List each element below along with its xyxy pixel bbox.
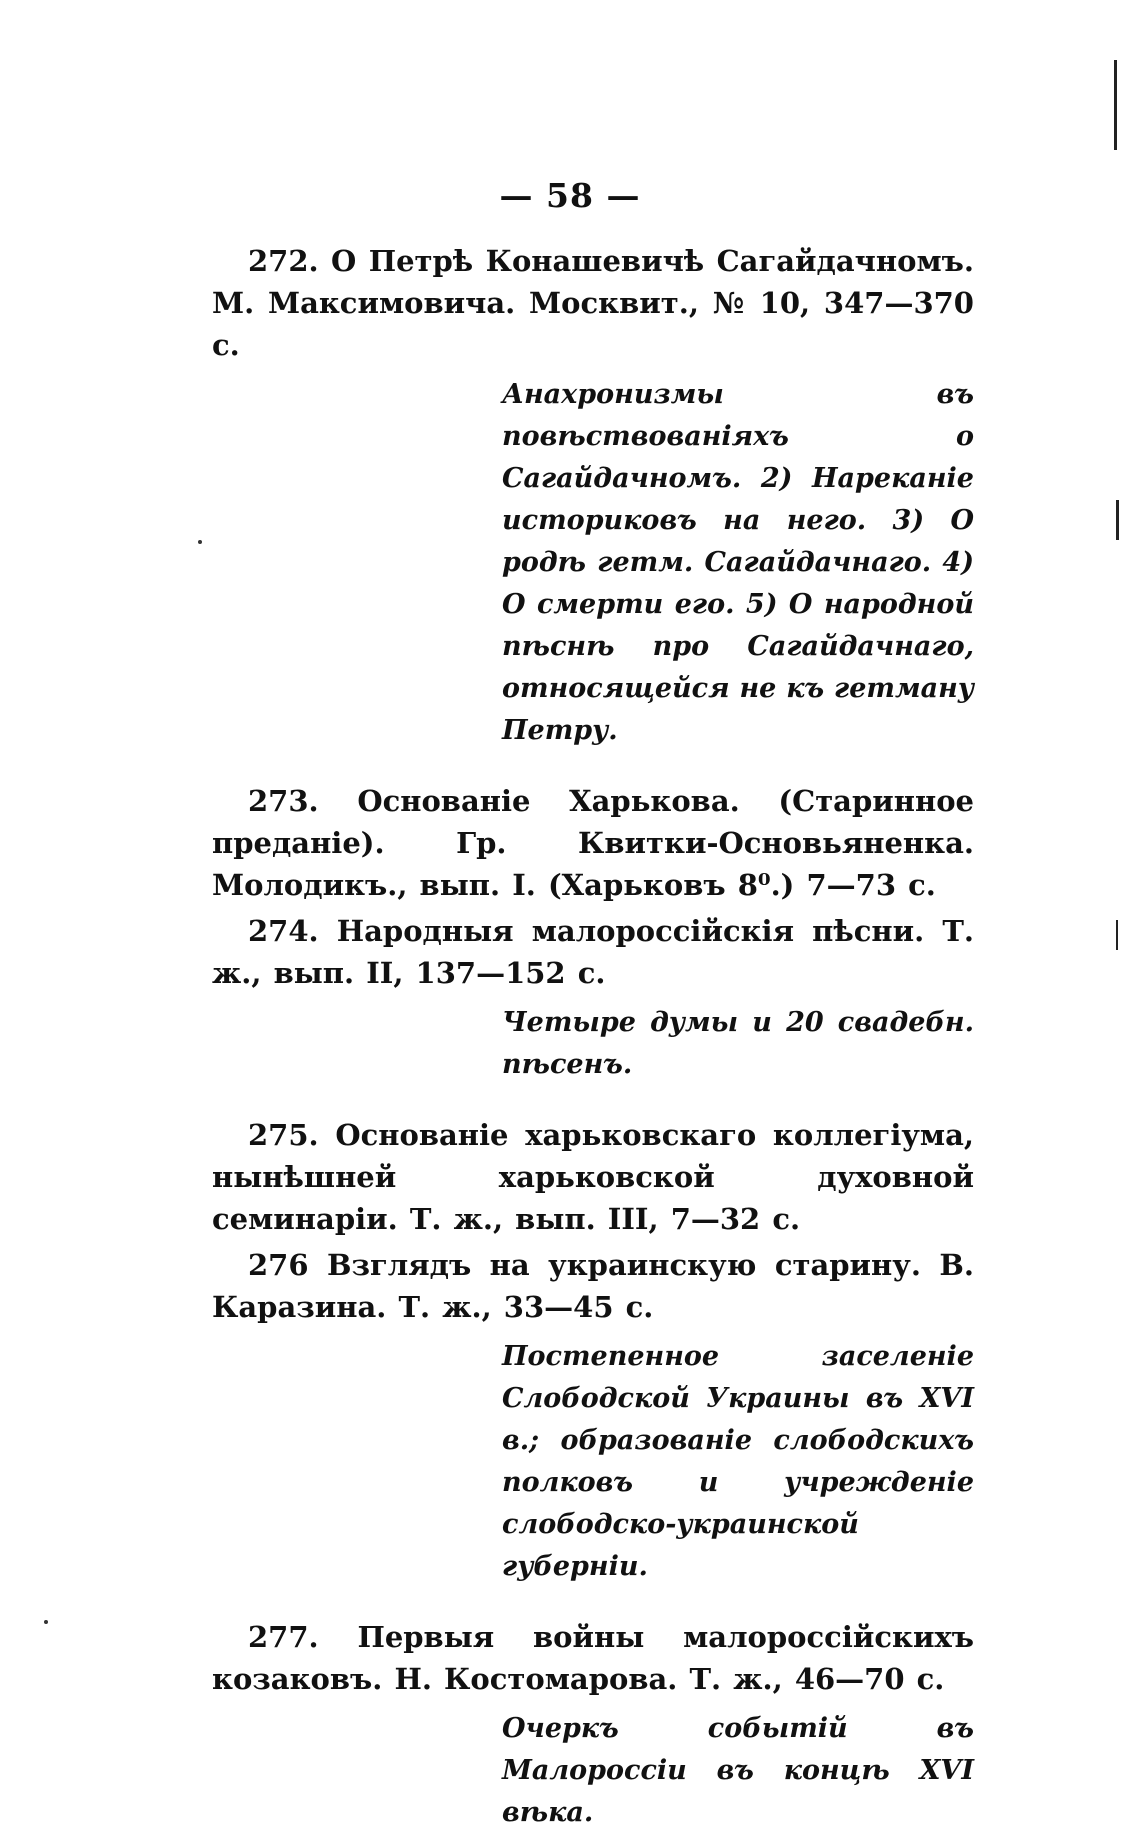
entry-text: 273. Основаніе Харькова. (Старинное преданіе). Гр. Квитки-Основьяненка. Молодикъ., вып. I. (Харьковъ 8⁰.) 7—73 с. [212,784,974,902]
entry-text: 275. Основаніе харьковскаго коллегіума, нынѣшней харьковской духовной семинаріи. Т. ж., вып. III, 7—32 с. [212,1118,974,1236]
scan-speck [44,1620,48,1624]
entry-273 [212,780,974,906]
entry-277 [212,1616,974,1700]
scan-edge-mark [1116,920,1118,950]
scan-edge-mark [1116,500,1119,540]
entry-annotation: Анахронизмы въ повѣствованіяхъ о Сагайдачномъ. 2) Нареканіе историковъ на него. 3) О родѣ гетм. Сагайдачнаго. 4) О смерти его. 5) О народной пѣснѣ про Сагайдачнаго, относящейся не къ гетману Петру. [502,379,974,746]
entry-274 [212,910,974,994]
entry-text: 274. Народныя малороссійскія пѣсни. Т. ж., вып. II, 137—152 с. [212,914,974,990]
scan-speck [198,540,202,544]
entry-text: 276 Взглядъ на украинскую старину. В. Каразина. Т. ж., 33—45 с. [212,1248,974,1324]
scan-edge-mark [1114,60,1117,150]
entry-annotation: Постепенное заселеніе Слободской Украины въ XVI в.; образованіе слободскихъ полковъ и учрежденіе слободско-украинской губерніи. [502,1341,974,1582]
bibliography-list [212,240,974,1834]
entry-text: 277. Первыя войны малороссійскихъ козаковъ. Н. Костомарова. Т. ж., 46—70 с. [212,1620,974,1696]
entry-annotation: Очеркъ событій въ Малороссіи въ концѣ XVI вѣка. [502,1713,974,1828]
entry-275 [212,1114,974,1240]
page-number: — 58 — [499,176,641,215]
entry-276 [212,1244,974,1328]
entry-272 [212,240,974,366]
entry-text: 272. О Петрѣ Конашевичѣ Сагайдачномъ. М. Максимовича. Москвит., № 10, 347—370 с. [212,244,974,362]
entry-annotation: Четыре думы и 20 свадебн. пѣсенъ. [502,1007,974,1080]
